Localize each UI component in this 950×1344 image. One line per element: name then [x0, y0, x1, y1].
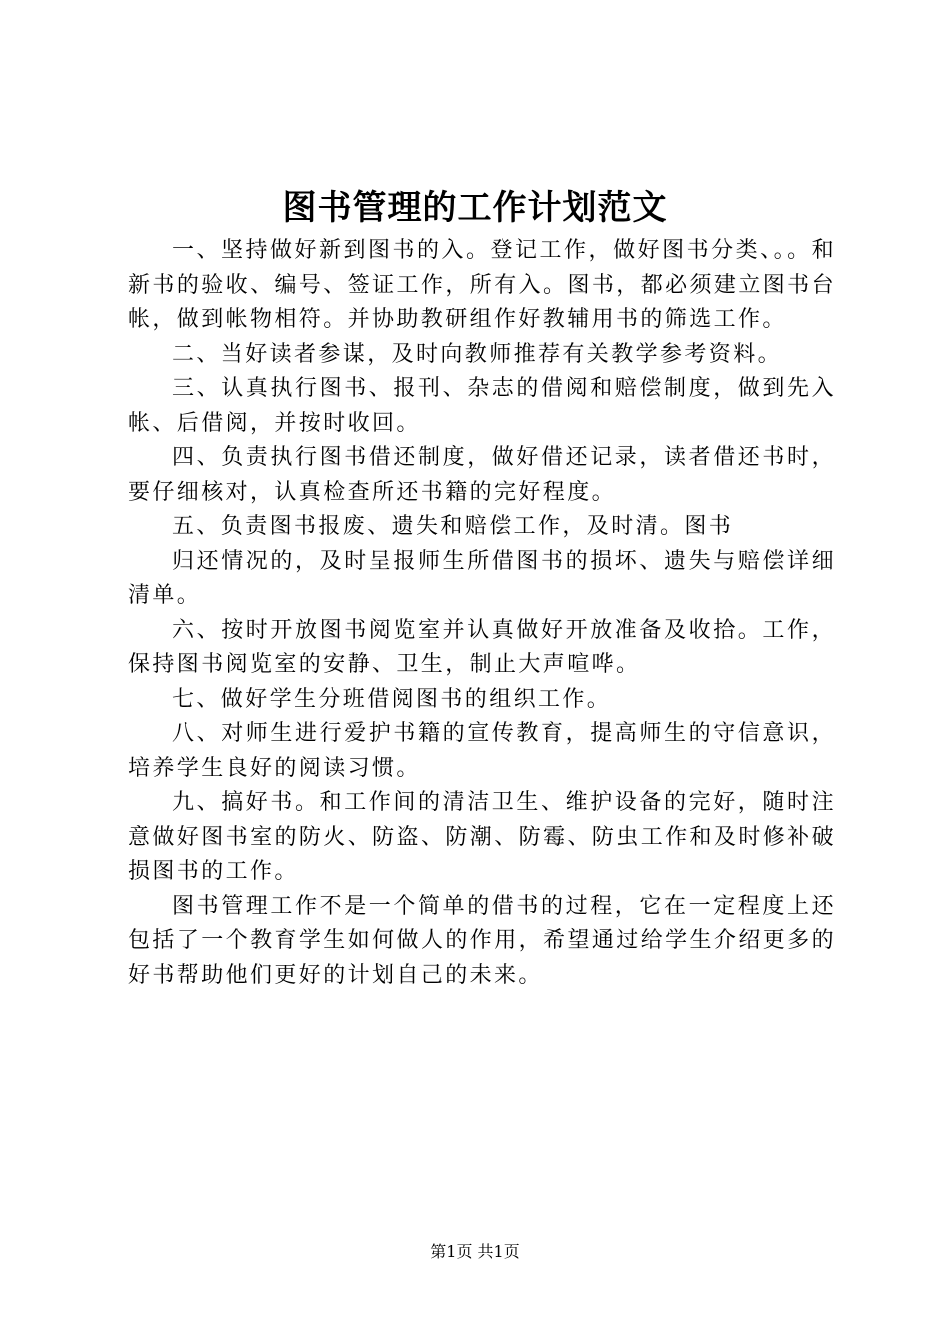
- paragraph-11: 图书管理工作不是一个简单的借书的过程，它在一定程度上还包括了一个教育学生如何做人的作用，希望通过给学生介绍更多的好书帮助他们更好的计划自己的未来。: [128, 893, 836, 988]
- paragraph-2: 二、当好读者参谋，及时向教师推荐有关教学参考资料。: [172, 341, 783, 367]
- paragraph-3: 三、认真执行图书、报刊、杂志的借阅和赔偿制度，做到先入帐、后借阅，并按时收回。: [128, 376, 836, 436]
- document-title: 图书管理的工作计划范文: [282, 188, 668, 228]
- paragraph-1: 一、坚持做好新到图书的入。登记工作，做好图书分类、。。和新书的验收、编号、签证工作，所有入。图书，都必须建立图书台帐，做到帐物相符。并协助教研组作好教辅用书的筛选工作。: [128, 238, 836, 332]
- paragraph-4: 四、负责执行图书借还制度，做好借还记录，读者借还书时，要仔细核对，认真检查所还书籍的完好程度。: [128, 445, 836, 505]
- page-footer: 第1页 共1页: [430, 1242, 520, 1261]
- paragraph-9: 八、对师生进行爱护书籍的宣传教育，提高师生的守信意识，培养学生良好的阅读习惯。: [128, 721, 836, 781]
- paragraph-7: 六、按时开放图书阅览室并认真做好开放准备及收拾。工作，保持图书阅览室的安静、卫生，制止大声喧哗。: [128, 617, 836, 677]
- document-body: [128, 234, 836, 993]
- paragraph-6: 归还情况的，及时呈报师生所借图书的损坏、遗失与赔偿详细清单。: [128, 548, 836, 608]
- paragraph-5: 五、负责图书报废、遗失和赔偿工作，及时清。图书: [172, 514, 734, 539]
- paragraph-10: 九、搞好书。和工作间的清洁卫生、维护设备的完好，随时注意做好图书室的防火、防盗、防潮、防霉、防虫工作和及时修补破损图书的工作。: [128, 790, 836, 884]
- paragraph-8: 七、做好学生分班借阅图书的组织工作。: [172, 686, 612, 712]
